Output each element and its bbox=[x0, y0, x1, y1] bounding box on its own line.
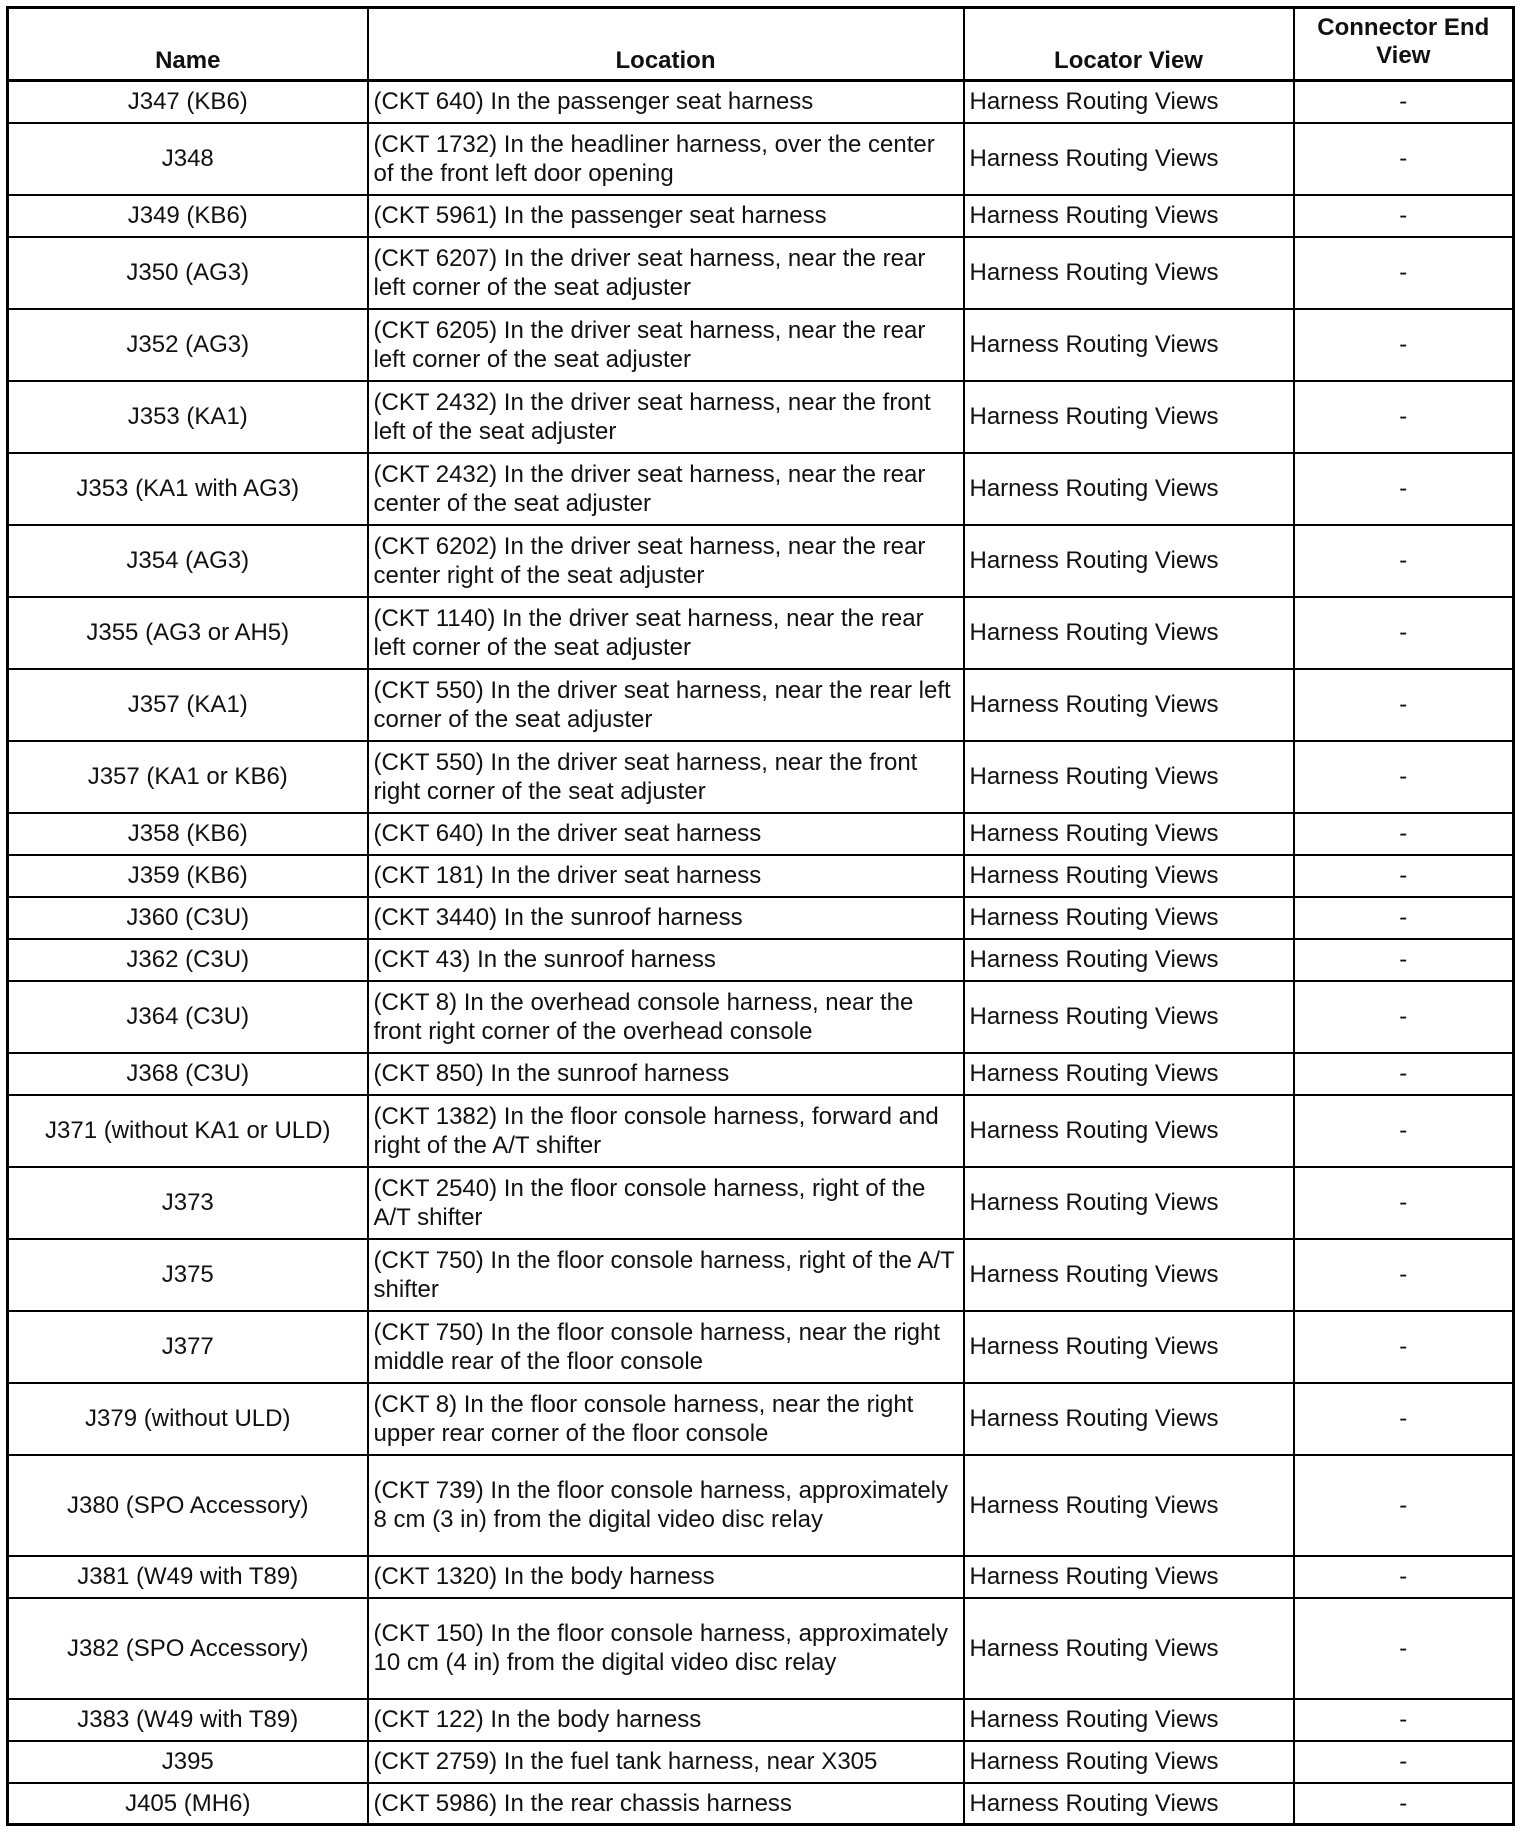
cell-locator-view: Harness Routing Views bbox=[964, 1556, 1294, 1598]
cell-name: J349 (KB6) bbox=[8, 195, 368, 237]
cell-locator-view: Harness Routing Views bbox=[964, 597, 1294, 669]
cell-connector-end-view: - bbox=[1294, 1783, 1514, 1825]
table-row bbox=[8, 939, 1514, 981]
cell-connector-end-view: - bbox=[1294, 1556, 1514, 1598]
cell-name: J377 bbox=[8, 1311, 368, 1383]
header-row bbox=[8, 8, 1514, 81]
cell-locator-view: Harness Routing Views bbox=[964, 1239, 1294, 1311]
cell-name: J383 (W49 with T89) bbox=[8, 1699, 368, 1741]
table-row bbox=[8, 453, 1514, 525]
cell-name: J353 (KA1) bbox=[8, 381, 368, 453]
cell-locator-view: Harness Routing Views bbox=[964, 855, 1294, 897]
table-row bbox=[8, 1167, 1514, 1239]
cell-location: (CKT 750) In the floor console harness, near the right middle rear of the floor console bbox=[368, 1311, 964, 1383]
cell-locator-view: Harness Routing Views bbox=[964, 897, 1294, 939]
table-row bbox=[8, 1598, 1514, 1699]
cell-location: (CKT 550) In the driver seat harness, near the front right corner of the seat adjuster bbox=[368, 741, 964, 813]
cell-location: (CKT 1382) In the floor console harness, forward and right of the A/T shifter bbox=[368, 1095, 964, 1167]
cell-location: (CKT 1732) In the headliner harness, over the center of the front left door opening bbox=[368, 123, 964, 195]
cell-connector-end-view: - bbox=[1294, 237, 1514, 309]
cell-connector-end-view: - bbox=[1294, 855, 1514, 897]
cell-connector-end-view: - bbox=[1294, 309, 1514, 381]
header-name: Name bbox=[8, 8, 368, 81]
cell-name: J355 (AG3 or AH5) bbox=[8, 597, 368, 669]
table-row bbox=[8, 123, 1514, 195]
cell-locator-view: Harness Routing Views bbox=[964, 1783, 1294, 1825]
cell-name: J348 bbox=[8, 123, 368, 195]
cell-locator-view: Harness Routing Views bbox=[964, 669, 1294, 741]
cell-connector-end-view: - bbox=[1294, 123, 1514, 195]
table-row bbox=[8, 525, 1514, 597]
table-row bbox=[8, 1053, 1514, 1095]
cell-connector-end-view: - bbox=[1294, 813, 1514, 855]
cell-name: J357 (KA1 or KB6) bbox=[8, 741, 368, 813]
cell-connector-end-view: - bbox=[1294, 81, 1514, 123]
cell-name: J359 (KB6) bbox=[8, 855, 368, 897]
table-row bbox=[8, 1239, 1514, 1311]
cell-locator-view: Harness Routing Views bbox=[964, 309, 1294, 381]
cell-locator-view: Harness Routing Views bbox=[964, 1053, 1294, 1095]
cell-location: (CKT 750) In the floor console harness, right of the A/T shifter bbox=[368, 1239, 964, 1311]
table-row bbox=[8, 237, 1514, 309]
cell-connector-end-view: - bbox=[1294, 1053, 1514, 1095]
cell-name: J395 bbox=[8, 1741, 368, 1783]
cell-name: J358 (KB6) bbox=[8, 813, 368, 855]
cell-connector-end-view: - bbox=[1294, 1095, 1514, 1167]
table-row bbox=[8, 309, 1514, 381]
cell-name: J405 (MH6) bbox=[8, 1783, 368, 1825]
cell-locator-view: Harness Routing Views bbox=[964, 525, 1294, 597]
cell-locator-view: Harness Routing Views bbox=[964, 741, 1294, 813]
table-row bbox=[8, 1783, 1514, 1825]
header-locator-view: Locator View bbox=[964, 8, 1294, 81]
table-row bbox=[8, 1311, 1514, 1383]
cell-connector-end-view: - bbox=[1294, 453, 1514, 525]
cell-name: J381 (W49 with T89) bbox=[8, 1556, 368, 1598]
cell-connector-end-view: - bbox=[1294, 1383, 1514, 1455]
cell-name: J354 (AG3) bbox=[8, 525, 368, 597]
cell-location: (CKT 181) In the driver seat harness bbox=[368, 855, 964, 897]
cell-connector-end-view: - bbox=[1294, 1239, 1514, 1311]
cell-name: J371 (without KA1 or ULD) bbox=[8, 1095, 368, 1167]
cell-locator-view: Harness Routing Views bbox=[964, 381, 1294, 453]
cell-connector-end-view: - bbox=[1294, 897, 1514, 939]
cell-location: (CKT 2759) In the fuel tank harness, near X305 bbox=[368, 1741, 964, 1783]
cell-name: J368 (C3U) bbox=[8, 1053, 368, 1095]
cell-locator-view: Harness Routing Views bbox=[964, 1311, 1294, 1383]
cell-location: (CKT 850) In the sunroof harness bbox=[368, 1053, 964, 1095]
table-row bbox=[8, 195, 1514, 237]
table-row bbox=[8, 741, 1514, 813]
table-row bbox=[8, 1383, 1514, 1455]
cell-name: J350 (AG3) bbox=[8, 237, 368, 309]
cell-name: J379 (without ULD) bbox=[8, 1383, 368, 1455]
cell-connector-end-view: - bbox=[1294, 1455, 1514, 1556]
cell-locator-view: Harness Routing Views bbox=[964, 81, 1294, 123]
cell-connector-end-view: - bbox=[1294, 1699, 1514, 1741]
cell-connector-end-view: - bbox=[1294, 1311, 1514, 1383]
cell-location: (CKT 2540) In the floor console harness, right of the A/T shifter bbox=[368, 1167, 964, 1239]
cell-location: (CKT 2432) In the driver seat harness, near the rear center of the seat adjuster bbox=[368, 453, 964, 525]
table-row bbox=[8, 1095, 1514, 1167]
cell-location: (CKT 2432) In the driver seat harness, near the front left of the seat adjuster bbox=[368, 381, 964, 453]
cell-location: (CKT 739) In the floor console harness, approximately 8 cm (3 in) from the digital video disc relay bbox=[368, 1455, 964, 1556]
cell-connector-end-view: - bbox=[1294, 195, 1514, 237]
cell-connector-end-view: - bbox=[1294, 1598, 1514, 1699]
cell-locator-view: Harness Routing Views bbox=[964, 1167, 1294, 1239]
table-row bbox=[8, 381, 1514, 453]
table-row bbox=[8, 1741, 1514, 1783]
table-row bbox=[8, 81, 1514, 123]
cell-connector-end-view: - bbox=[1294, 597, 1514, 669]
cell-locator-view: Harness Routing Views bbox=[964, 813, 1294, 855]
table-row bbox=[8, 813, 1514, 855]
cell-locator-view: Harness Routing Views bbox=[964, 939, 1294, 981]
header-connector-end-view: Connector End View bbox=[1294, 8, 1514, 81]
cell-location: (CKT 5986) In the rear chassis harness bbox=[368, 1783, 964, 1825]
table-row bbox=[8, 1556, 1514, 1598]
cell-locator-view: Harness Routing Views bbox=[964, 1383, 1294, 1455]
cell-name: J353 (KA1 with AG3) bbox=[8, 453, 368, 525]
cell-location: (CKT 6202) In the driver seat harness, near the rear center right of the seat adjuster bbox=[368, 525, 964, 597]
cell-name: J362 (C3U) bbox=[8, 939, 368, 981]
cell-location: (CKT 1140) In the driver seat harness, near the rear left corner of the seat adjuster bbox=[368, 597, 964, 669]
cell-location: (CKT 640) In the passenger seat harness bbox=[368, 81, 964, 123]
table-row bbox=[8, 1455, 1514, 1556]
cell-locator-view: Harness Routing Views bbox=[964, 1598, 1294, 1699]
cell-location: (CKT 150) In the floor console harness, approximately 10 cm (4 in) from the digital video disc relay bbox=[368, 1598, 964, 1699]
cell-connector-end-view: - bbox=[1294, 1741, 1514, 1783]
cell-location: (CKT 8) In the overhead console harness, near the front right corner of the overhead console bbox=[368, 981, 964, 1053]
cell-name: J380 (SPO Accessory) bbox=[8, 1455, 368, 1556]
cell-locator-view: Harness Routing Views bbox=[964, 123, 1294, 195]
header-location: Location bbox=[368, 8, 964, 81]
cell-connector-end-view: - bbox=[1294, 939, 1514, 981]
cell-connector-end-view: - bbox=[1294, 1167, 1514, 1239]
table-row bbox=[8, 981, 1514, 1053]
cell-name: J382 (SPO Accessory) bbox=[8, 1598, 368, 1699]
cell-locator-view: Harness Routing Views bbox=[964, 1699, 1294, 1741]
cell-location: (CKT 6207) In the driver seat harness, near the rear left corner of the seat adjuster bbox=[368, 237, 964, 309]
cell-location: (CKT 640) In the driver seat harness bbox=[368, 813, 964, 855]
cell-connector-end-view: - bbox=[1294, 981, 1514, 1053]
cell-name: J364 (C3U) bbox=[8, 981, 368, 1053]
connector-location-table bbox=[6, 6, 1515, 1826]
table-row bbox=[8, 597, 1514, 669]
table-row bbox=[8, 1699, 1514, 1741]
cell-connector-end-view: - bbox=[1294, 741, 1514, 813]
cell-location: (CKT 1320) In the body harness bbox=[368, 1556, 964, 1598]
cell-location: (CKT 6205) In the driver seat harness, near the rear left corner of the seat adjuster bbox=[368, 309, 964, 381]
cell-name: J373 bbox=[8, 1167, 368, 1239]
cell-locator-view: Harness Routing Views bbox=[964, 1741, 1294, 1783]
table-row bbox=[8, 855, 1514, 897]
cell-locator-view: Harness Routing Views bbox=[964, 195, 1294, 237]
cell-locator-view: Harness Routing Views bbox=[964, 1455, 1294, 1556]
cell-location: (CKT 5961) In the passenger seat harness bbox=[368, 195, 964, 237]
cell-location: (CKT 3440) In the sunroof harness bbox=[368, 897, 964, 939]
cell-location: (CKT 550) In the driver seat harness, near the rear left corner of the seat adjuster bbox=[368, 669, 964, 741]
cell-connector-end-view: - bbox=[1294, 525, 1514, 597]
cell-connector-end-view: - bbox=[1294, 381, 1514, 453]
cell-location: (CKT 43) In the sunroof harness bbox=[368, 939, 964, 981]
table-row bbox=[8, 897, 1514, 939]
cell-location: (CKT 8) In the floor console harness, near the right upper rear corner of the floor console bbox=[368, 1383, 964, 1455]
cell-locator-view: Harness Routing Views bbox=[964, 453, 1294, 525]
cell-name: J375 bbox=[8, 1239, 368, 1311]
cell-name: J347 (KB6) bbox=[8, 81, 368, 123]
cell-locator-view: Harness Routing Views bbox=[964, 981, 1294, 1053]
table-row bbox=[8, 669, 1514, 741]
cell-name: J357 (KA1) bbox=[8, 669, 368, 741]
cell-location: (CKT 122) In the body harness bbox=[368, 1699, 964, 1741]
cell-locator-view: Harness Routing Views bbox=[964, 1095, 1294, 1167]
cell-connector-end-view: - bbox=[1294, 669, 1514, 741]
cell-name: J352 (AG3) bbox=[8, 309, 368, 381]
cell-name: J360 (C3U) bbox=[8, 897, 368, 939]
cell-locator-view: Harness Routing Views bbox=[964, 237, 1294, 309]
